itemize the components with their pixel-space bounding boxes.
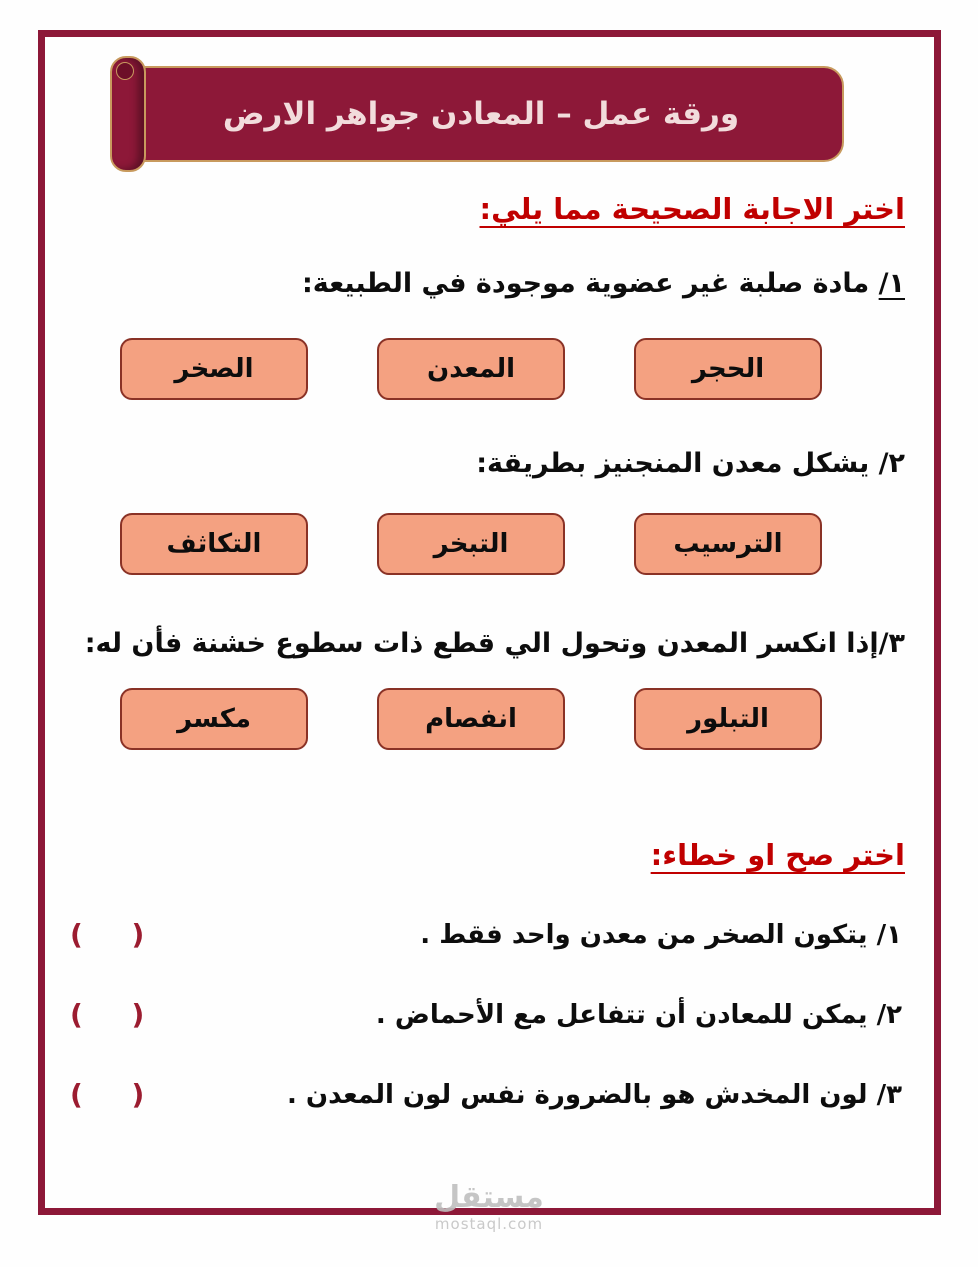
option-button-tarseeb[interactable]: الترسيب	[634, 513, 822, 575]
option-button-tabakhur[interactable]: التبخر	[377, 513, 565, 575]
question-1	[302, 268, 905, 299]
question-1-number: ١/	[878, 268, 905, 299]
tf-3-answer-slot[interactable]: ( )	[70, 1078, 145, 1111]
watermark-name: مستقل	[434, 1180, 544, 1215]
mcq-section-heading: اختر الاجابة الصحيحة مما يلي:	[479, 192, 905, 226]
option-button-hajar[interactable]: الحجر	[634, 338, 822, 400]
question-2-options	[120, 513, 822, 575]
tf-2-text: يمكن للمعادن أن تتفاعل مع الأحماض .	[375, 999, 868, 1030]
tf-1-number: ١/	[876, 919, 902, 950]
title-banner	[118, 66, 844, 162]
tf-2-number: ٢/	[876, 999, 902, 1030]
option-button-takathuf[interactable]: التكاثف	[120, 513, 308, 575]
tf-item-2	[70, 998, 902, 1031]
question-3-number: ٣/	[878, 628, 905, 659]
question-3-options	[120, 688, 822, 750]
tf-statement-3	[287, 1080, 902, 1110]
tf-1-answer-slot[interactable]: ( )	[70, 918, 145, 951]
tf-section-heading: اختر صح او خطاء:	[650, 838, 905, 872]
tf-3-text: لون المخدش هو بالضرورة نفس لون المعدن .	[286, 1079, 868, 1110]
question-2	[476, 448, 905, 479]
option-button-maadin[interactable]: المعدن	[377, 338, 565, 400]
question-2-number: ٢/	[878, 448, 905, 479]
question-2-text: يشكل معدن المنجنيز بطريقة:	[476, 448, 870, 479]
option-button-maksar[interactable]: مكسر	[120, 688, 308, 750]
question-3	[85, 628, 905, 659]
tf-statement-2	[376, 1000, 902, 1030]
tf-item-1	[70, 918, 902, 951]
tf-statement-1	[420, 920, 902, 950]
tf-1-text: يتكون الصخر من معدن واحد فقط .	[420, 919, 868, 950]
question-3-text: إذا انكسر المعدن وتحول الي قطع ذات سطوع خشنة فأن له:	[84, 628, 879, 659]
question-1-text: مادة صلبة غير عضوية موجودة في الطبيعة:	[301, 268, 870, 299]
option-button-sakhr[interactable]: الصخر	[120, 338, 308, 400]
watermark-domain: mostaql.com	[434, 1215, 544, 1233]
question-1-options	[120, 338, 822, 400]
tf-2-answer-slot[interactable]: ( )	[70, 998, 145, 1031]
watermark	[0, 1180, 978, 1233]
option-button-tabalwur[interactable]: التبلور	[634, 688, 822, 750]
tf-item-3	[70, 1078, 902, 1111]
banner-title: ورقة عمل – المعادن جواهر الارض	[222, 96, 740, 132]
scroll-knot-decoration	[116, 62, 134, 80]
tf-3-number: ٣/	[876, 1079, 902, 1110]
option-button-infisam[interactable]: انفصام	[377, 688, 565, 750]
